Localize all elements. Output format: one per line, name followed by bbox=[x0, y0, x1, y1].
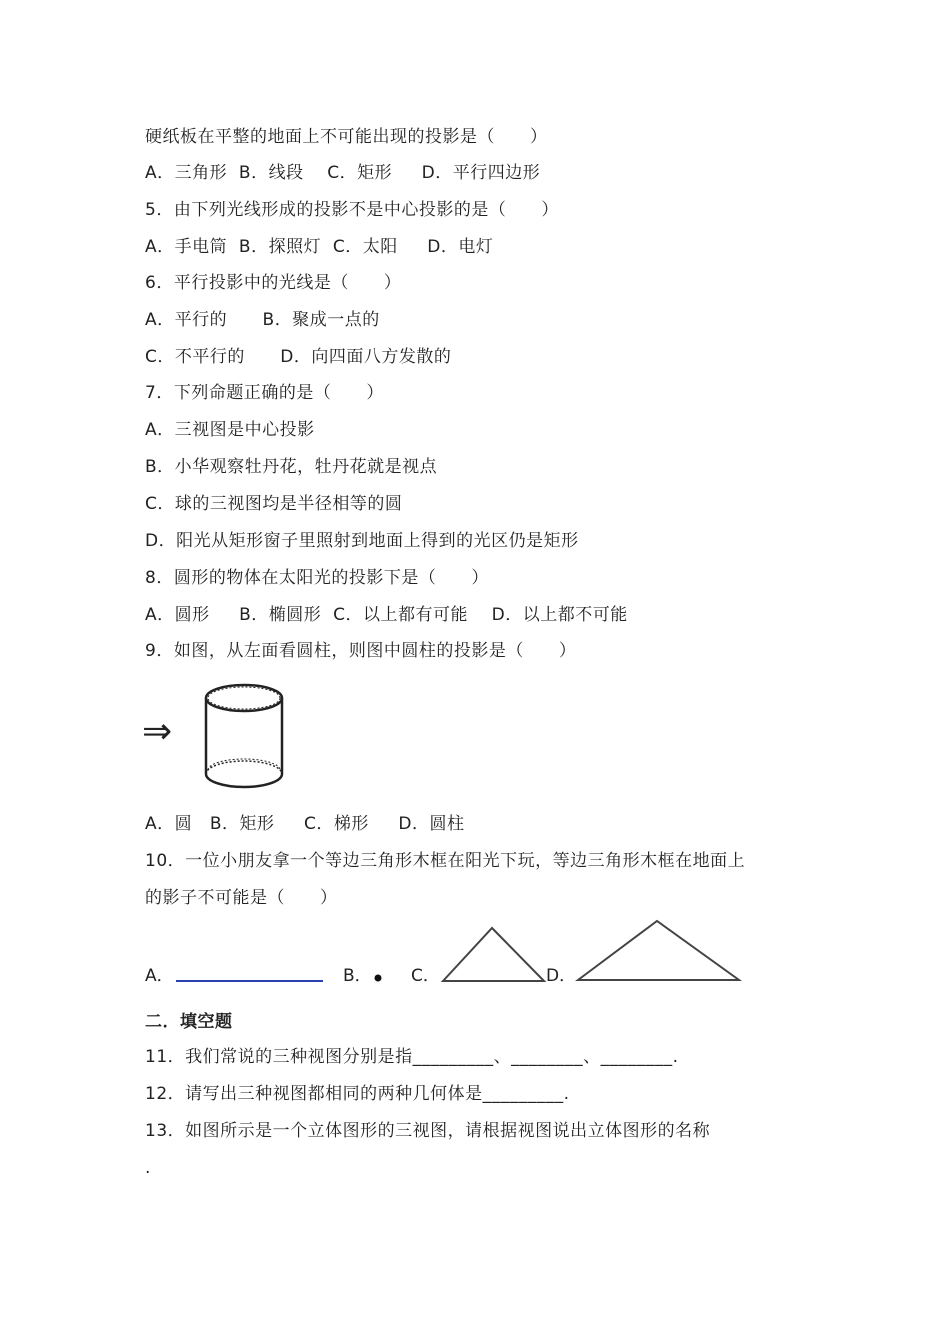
question-10-stem-line1: 10．一位小朋友拿一个等边三角形木框在阳光下玩，等边三角形木框在地面上 bbox=[145, 851, 746, 871]
q10-option-b-label: B． bbox=[343, 966, 372, 986]
question-4-stem: 硬纸板在平整的地面上不可能出现的投影是（ ） bbox=[145, 127, 548, 147]
q10-option-a-segment bbox=[176, 978, 324, 984]
question-10-stem-line2: 的影子不可能是（ ） bbox=[145, 888, 338, 908]
cylinder-top-ellipse bbox=[206, 685, 282, 711]
question-7-option-d: D．阳光从矩形窗子里照射到地面上得到的光区仍是矩形 bbox=[145, 531, 579, 551]
q10-option-d-label: D． bbox=[546, 966, 577, 986]
question-8-options: A．圆形 B．椭圆形 C．以上都有可能 D．以上都不可能 bbox=[145, 605, 628, 625]
right-arrow-icon: ⇒ bbox=[142, 711, 173, 752]
question-7-stem: 7．下列命题正确的是（ ） bbox=[145, 383, 384, 403]
question-9-options: A．圆 B．矩形 C．梯形 D．圆柱 bbox=[145, 814, 465, 834]
question-6-options-ab: A．平行的 B．聚成一点的 bbox=[145, 310, 380, 330]
cylinder-figure bbox=[200, 676, 290, 796]
question-5-options: A．手电筒 B．探照灯 C．太阳 D．电灯 bbox=[145, 237, 494, 257]
q10-option-c-label: C． bbox=[411, 966, 440, 986]
q10-option-d-triangle bbox=[576, 918, 742, 984]
question-7-option-c: C．球的三视图均是半径相等的圆 bbox=[145, 494, 403, 514]
question-13-trailing-period: . bbox=[145, 1158, 151, 1178]
question-8-stem: 8．圆形的物体在太阳光的投影下是（ ） bbox=[145, 568, 489, 588]
q10-option-a-label: A． bbox=[145, 966, 174, 986]
question-9-stem: 9．如图，从左面看圆柱，则图中圆柱的投影是（ ） bbox=[145, 641, 577, 661]
question-12-stem: 12．请写出三种视图都相同的两种几何体是_________. bbox=[145, 1084, 570, 1104]
question-7-option-b: B．小华观察牡丹花，牡丹花就是视点 bbox=[145, 457, 438, 477]
cylinder-bottom-front bbox=[206, 774, 282, 787]
q10-option-c-triangle bbox=[441, 925, 547, 985]
q10-option-b-point bbox=[373, 973, 383, 983]
question-13-stem: 13．如图所示是一个立体图形的三视图，请根据视图说出立体图形的名称 bbox=[145, 1121, 711, 1141]
question-5-stem: 5．由下列光线形成的投影不是中心投影的是（ ） bbox=[145, 200, 559, 220]
question-6-options-cd: C．不平行的 D．向四面八方发散的 bbox=[145, 347, 452, 367]
question-4-options: A．三角形 B．线段 C．矩形 D．平行四边形 bbox=[145, 163, 541, 183]
question-6-stem: 6．平行投影中的光线是（ ） bbox=[145, 273, 402, 293]
question-11-stem: 11．我们常说的三种视图分别是指_________、________、________. bbox=[145, 1047, 679, 1067]
question-7-option-a: A．三视图是中心投影 bbox=[145, 420, 315, 440]
section-fill-in-heading: 二．填空题 bbox=[145, 1012, 233, 1032]
